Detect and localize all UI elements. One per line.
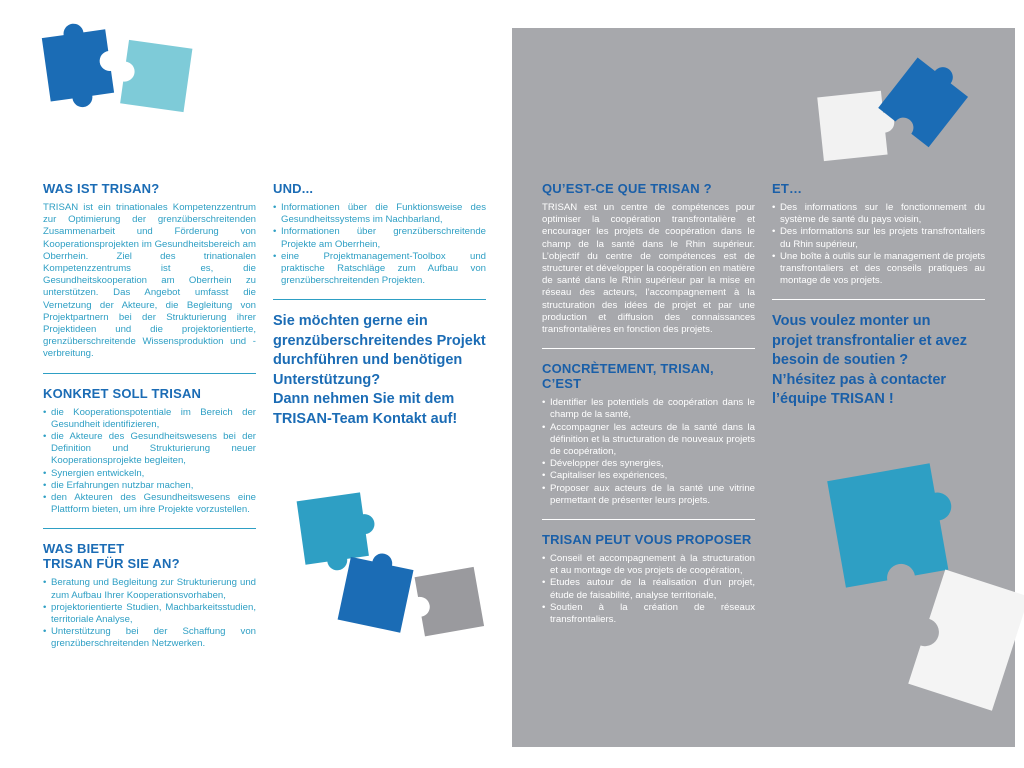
- puzzle-pieces-bottom-right: [812, 462, 1024, 712]
- callout-line: Dann nehmen Sie mit dem: [273, 391, 455, 408]
- callout-line: grenzüberschreitendes Projekt: [273, 332, 486, 349]
- list-concretement: [542, 397, 755, 507]
- list-konkret-soll-trisan: [43, 407, 256, 517]
- section-heading-was-bietet-trisan: [43, 541, 256, 571]
- list-item: • Conseil et accompagnement à la structuration et au montage de vos projets de coopération,: [542, 553, 755, 577]
- section-heading-konkret-soll-trisan: KONKRET SOLL TRISAN: [43, 385, 202, 401]
- section-divider: [542, 519, 755, 520]
- puzzle-pieces-top-right: [812, 50, 972, 162]
- section-divider: [772, 299, 985, 300]
- section-heading-was-ist-trisan: WAS IST TRISAN?: [43, 181, 160, 196]
- section-divider: [273, 299, 486, 300]
- german-column-2: [273, 181, 486, 429]
- list-item: • Soutien à la création de réseaux transfrontaliers.: [542, 602, 755, 626]
- list-item: • Informationen über die Funktionsweise des Gesundheitssystems im Nachbarland,: [273, 202, 486, 226]
- list-item: • projektorientierte Studien, Machbarkeitsstudien, territoriale Analyse,: [43, 602, 256, 626]
- list-item: • Développer des synergies,: [542, 458, 755, 470]
- callout-line: TRISAN-Team Kontakt auf!: [273, 410, 458, 427]
- callout-line: Unterstützung?: [273, 371, 381, 388]
- list-trisan-peut-vous-proposer: [542, 553, 755, 626]
- section-heading-trisan-peut-vous-proposer: TRISAN PEUT VOUS PROPOSER: [542, 532, 752, 548]
- list-item: • die Erfahrungen nutzbar machen,: [43, 480, 256, 492]
- list-item: • Unterstützung bei der Schaffung von grenzüberschreitenden Netzwerken.: [43, 626, 256, 650]
- section-divider: [542, 348, 755, 349]
- section-heading-et: ET…: [772, 181, 803, 196]
- section-body-was-ist-trisan: TRISAN ist ein trinationales Kompetenzzentrum zur Optimierung der grenzüberschreitenden Zusammenarbeit und Förderung von Kooperationsprojekten im Gesundheitsbereich am Oberrhein. Ziel des trinationalen Kompetenzzentrums ist es, die Gesundheitskooperation am Oberrhein zu unterstützen. Das Angebot umfasst die Vernetzung der Akteure, die Begleitung von Projektpartnern bei der Strukturierung ihrer Projektideen und die projektorientierte, grenzüberschreitende Wissensproduktion und -verbreitung.: [43, 202, 256, 360]
- section-body-quest-ce-que-trisan: TRISAN est un centre de compétences pour optimiser la coopération transfrontalière et encourager les projets de coopération dans le champ de la santé dans le Rhin supérieur. L’objectif du centre de compétences est de structurer et développer la coopération en matière de santé dans le Rhin supérieur par la mise en réseau des acteurs, l’accompagnement à la structuration des idées de projet et par une production et diffusion des connaissances transfrontalières en fonction des projets.: [542, 202, 755, 336]
- callout-line: projet transfrontalier et avez: [772, 332, 967, 349]
- section-heading-quest-ce-que-trisan: QU’EST-CE QUE TRISAN ?: [542, 181, 712, 196]
- list-item: • die Akteure des Gesundheitswesens bei der Definition und Strukturierung neuer Kooperationsprojekte begleiten,: [43, 431, 256, 468]
- list-was-bietet-trisan: [43, 577, 256, 650]
- section-heading-und: UND...: [273, 181, 314, 196]
- heading-line: WAS BIETET: [43, 541, 125, 557]
- list-und: [273, 202, 486, 287]
- list-item: • Synergien entwickeln,: [43, 468, 256, 480]
- list-item: • Des informations sur le fonctionnement du système de santé du pays voisin,: [772, 202, 985, 226]
- callout-line: l’équipe TRISAN !: [772, 391, 894, 408]
- list-item: • Des informations sur les projets transfrontaliers du Rhin supérieur,: [772, 226, 985, 250]
- list-item: • eine Projektmanagement-Toolbox und praktische Ratschläge zum Aufbau von grenzüberschreitenden Projekten.: [273, 251, 486, 288]
- french-column-2: [772, 181, 985, 410]
- section-heading-concretement: CONCRÈTEMENT, TRISAN, C’EST: [542, 361, 714, 392]
- callout-line: Vous voulez monter un: [772, 313, 931, 330]
- heading-line: TRISAN FÜR SIE AN?: [43, 556, 180, 572]
- list-item: • Capitaliser les expériences,: [542, 470, 755, 482]
- list-item: • den Akteuren des Gesundheitswesens eine Plattform bieten, um ihre Projekte vorzustellen.: [43, 492, 256, 516]
- puzzle-pieces-center: [295, 488, 490, 648]
- callout-line: N’hésitez pas à contacter: [772, 371, 947, 388]
- list-item: • Accompagner les acteurs de la santé dans la définition et la structuration de nouveaux projets de coopération,: [542, 422, 755, 459]
- section-divider: [43, 373, 256, 374]
- list-item: • Identifier les potentiels de coopération dans le champ de la santé,: [542, 397, 755, 421]
- callout-line: besoin de soutien ?: [772, 352, 909, 369]
- list-item: • die Kooperationspotentiale im Bereich der Gesundheit identifizieren,: [43, 407, 256, 431]
- section-divider: [43, 528, 256, 529]
- list-item: • Etudes autour de la réalisation d’un projet, étude de faisabilité, analyse territoriale,: [542, 577, 755, 601]
- list-item: • Une boîte à outils sur le management de projets transfrontaliers et des conseils pratiques au montage de vos projets.: [772, 251, 985, 288]
- list-item: • Informationen über grenzüberschreitende Projekte am Oberrhein,: [273, 226, 486, 250]
- list-item: • Proposer aux acteurs de la santé une vitrine permettant de présenter leurs projets.: [542, 483, 755, 507]
- puzzle-pieces-top-left: [38, 20, 198, 115]
- callout-line: Sie möchten gerne ein: [273, 313, 428, 330]
- contact-callout: [273, 312, 486, 429]
- french-column-1: [542, 181, 755, 626]
- contact-callout: [772, 312, 985, 410]
- list-item: • Beratung und Begleitung zur Strukturierung und zum Aufbau Ihrer Kooperationsvorhaben,: [43, 577, 256, 601]
- callout-line: durchführen und benötigen: [273, 352, 463, 369]
- list-et: [772, 202, 985, 287]
- german-column-1: [43, 181, 256, 651]
